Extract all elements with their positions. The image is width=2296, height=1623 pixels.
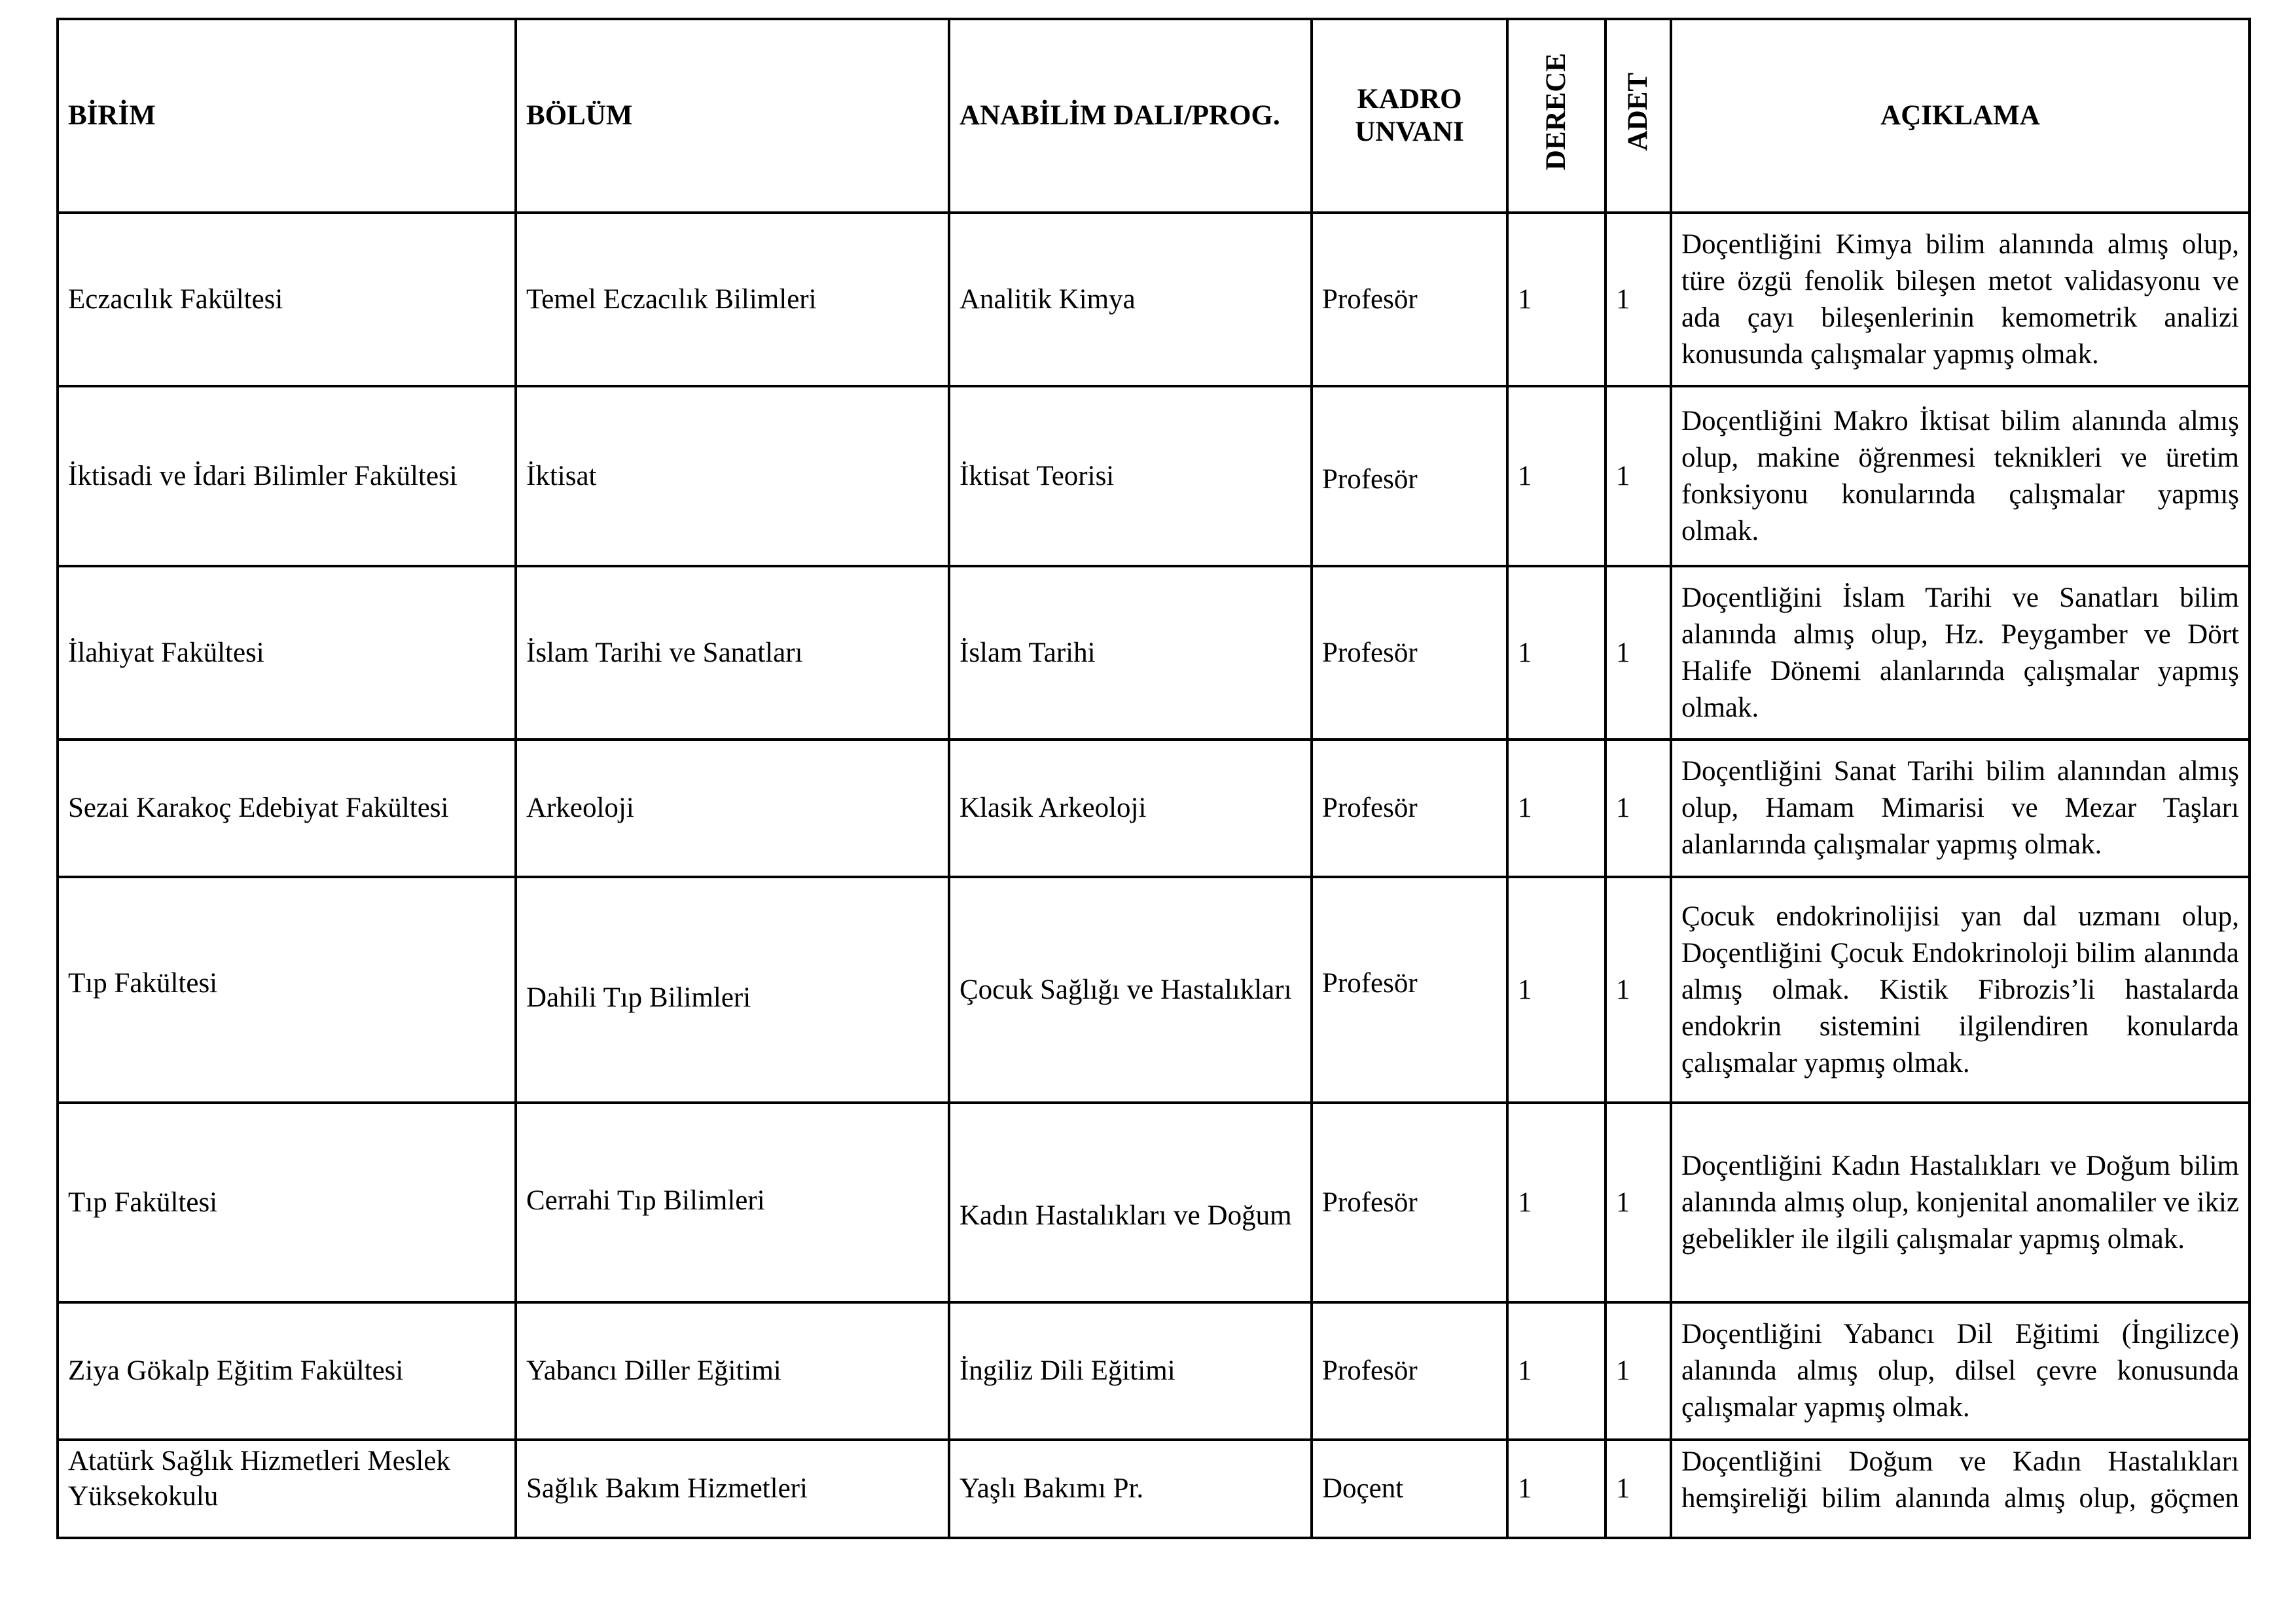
cell-derece: 1: [1507, 1302, 1605, 1440]
header-bolum: BÖLÜM: [516, 19, 949, 213]
table-row: [58, 740, 2250, 877]
header-anabilim: ANABİLİM DALI/PROG.: [949, 19, 1312, 213]
cell-birim: Sezai Karakoç Edebiyat Fakültesi: [58, 740, 516, 877]
cell-aciklama: [1671, 1302, 2250, 1440]
cell-aciklama: [1671, 213, 2250, 386]
cell-aciklama: [1671, 566, 2250, 740]
cell-birim: Tıp Fakültesi: [58, 877, 516, 1103]
cell-derece: 1: [1507, 740, 1605, 877]
cell-unvan: Profesör: [1312, 386, 1507, 566]
header-kadro-unvani: KADRO UNVANI: [1312, 19, 1507, 213]
cell-unvan: Doçent: [1312, 1440, 1507, 1538]
cell-bolum: Temel Eczacılık Bilimleri: [516, 213, 949, 386]
header-derece-cell: [1507, 19, 1605, 213]
cell-unvan: Profesör: [1312, 1103, 1507, 1302]
cell-aciklama: [1671, 386, 2250, 566]
cell-birim: İlahiyat Fakültesi: [58, 566, 516, 740]
aciklama-text: Çocuk endokrinolijisi yan dal uzmanı olup, Doçentliğini Çocuk Endokrinoloji bilim alanında almış olmak. Kistik Fibrozis’li hastalarda endokrin sistemini ilgilendiren konularda çalışmalar yapmış olmak.: [1681, 901, 2239, 1079]
header-derece: DERECE: [1541, 53, 1571, 171]
aciklama-text: Doçentliğini İslam Tarihi ve Sanatları bilim alanında almış olup, Hz. Peygamber ve Dört Halife Dönemi alanlarında çalışmalar yapmış olmak.: [1681, 582, 2239, 723]
cell-bolum: İktisat: [516, 386, 949, 566]
header-adet-cell: [1605, 19, 1671, 213]
aciklama-text: Doçentliğini Sanat Tarihi bilim alanından almış olup, Hamam Mimarisi ve Mezar Taşları alanlarında çalışmalar yapmış olmak.: [1681, 756, 2239, 860]
cell-aciklama: [1671, 877, 2250, 1103]
cell-bolum: Sağlık Bakım Hizmetleri: [516, 1440, 949, 1538]
cell-birim: Atatürk Sağlık Hizmetleri Meslek Yüksekokulu: [58, 1440, 516, 1538]
cell-anabilim: İktisat Teorisi: [949, 386, 1312, 566]
aciklama-text: Doçentliğini Yabancı Dil Eğitimi (İngilizce) alanında almış olup, dilsel çevre konusunda çalışmalar yapmış olmak.: [1681, 1319, 2239, 1423]
cell-unvan: Profesör: [1312, 740, 1507, 877]
cell-adet: 1: [1605, 566, 1671, 740]
cell-unvan: Profesör: [1312, 213, 1507, 386]
header-aciklama: AÇIKLAMA: [1671, 19, 2250, 213]
cell-bolum: Dahili Tıp Bilimleri: [516, 877, 949, 1103]
cell-bolum: Yabancı Diller Eğitimi: [516, 1302, 949, 1440]
cell-derece: 1: [1507, 386, 1605, 566]
table-row: [58, 213, 2250, 386]
cell-anabilim: Analitik Kimya: [949, 213, 1312, 386]
cell-derece: 1: [1507, 566, 1605, 740]
cell-adet: 1: [1605, 386, 1671, 566]
table-row: [58, 1103, 2250, 1302]
table-row: [58, 1440, 2250, 1538]
cell-anabilim: Çocuk Sağlığı ve Hastalıkları: [949, 877, 1312, 1103]
aciklama-text: Doçentliğini Makro İktisat bilim alanında almış olup, makine öğrenmesi teknikleri ve üretim fonksiyonu konularında çalışmalar yapmış olmak.: [1681, 405, 2239, 546]
staff-position-table: [56, 18, 2251, 1539]
cell-unvan: Profesör: [1312, 877, 1507, 1103]
table-row: [58, 566, 2250, 740]
aciklama-text: Doçentliğini Doğum ve Kadın Hastalıkları hemşireliği bilim alanında almış olup, göçmen: [1681, 1446, 2239, 1514]
cell-bolum: Cerrahi Tıp Bilimleri: [516, 1103, 949, 1302]
cell-unvan: Profesör: [1312, 566, 1507, 740]
cell-anabilim: Yaşlı Bakımı Pr.: [949, 1440, 1312, 1538]
cell-adet: 1: [1605, 1302, 1671, 1440]
cell-derece: 1: [1507, 877, 1605, 1103]
cell-anabilim: İslam Tarihi: [949, 566, 1312, 740]
cell-derece: 1: [1507, 1103, 1605, 1302]
cell-anabilim: Kadın Hastalıkları ve Doğum: [949, 1103, 1312, 1302]
cell-derece: 1: [1507, 1440, 1605, 1538]
table-row: [58, 877, 2250, 1103]
cell-anabilim: İngiliz Dili Eğitimi: [949, 1302, 1312, 1440]
cell-aciklama: [1671, 1440, 2250, 1538]
table-header-row: [58, 19, 2250, 213]
cell-derece: 1: [1507, 213, 1605, 386]
cell-birim: İktisadi ve İdari Bilimler Fakültesi: [58, 386, 516, 566]
cell-aciklama: [1671, 1103, 2250, 1302]
cell-bolum: İslam Tarihi ve Sanatları: [516, 566, 949, 740]
cell-aciklama: [1671, 740, 2250, 877]
table-row: [58, 386, 2250, 566]
cell-adet: 1: [1605, 877, 1671, 1103]
cell-birim: Eczacılık Fakültesi: [58, 213, 516, 386]
header-adet: ADET: [1623, 73, 1653, 151]
cell-birim: Tıp Fakültesi: [58, 1103, 516, 1302]
cell-adet: 1: [1605, 1440, 1671, 1538]
cell-adet: 1: [1605, 1103, 1671, 1302]
table-row: [58, 1302, 2250, 1440]
cell-anabilim: Klasik Arkeoloji: [949, 740, 1312, 877]
cell-adet: 1: [1605, 740, 1671, 877]
cell-unvan: Profesör: [1312, 1302, 1507, 1440]
header-birim: BİRİM: [58, 19, 516, 213]
cell-birim: Ziya Gökalp Eğitim Fakültesi: [58, 1302, 516, 1440]
aciklama-text: Doçentliğini Kadın Hastalıkları ve Doğum bilim alanında almış olup, konjenital anomaliler ve ikiz gebelikler ile ilgili çalışmalar yapmış olmak.: [1681, 1150, 2239, 1255]
aciklama-text: Doçentliğini Kimya bilim alanında almış olup, türe özgü fenolik bileşen metot validasyonu ve ada çayı bileşenlerinin kemometrik analizi konusunda çalışmalar yapmış olmak.: [1681, 228, 2239, 370]
cell-bolum: Arkeoloji: [516, 740, 949, 877]
cell-adet: 1: [1605, 213, 1671, 386]
